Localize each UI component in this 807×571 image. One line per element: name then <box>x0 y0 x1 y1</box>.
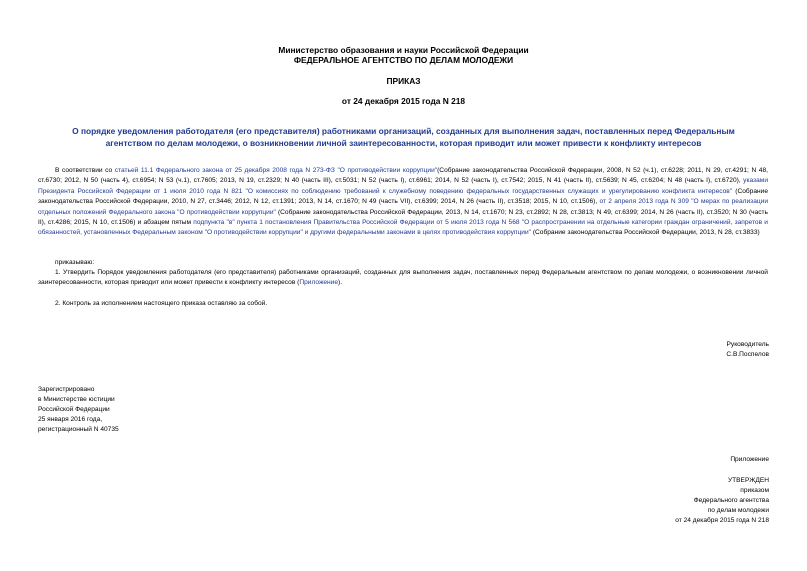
preamble-text-1: В соответствии со <box>55 167 115 174</box>
preamble-text-3: (Собрание законодательства Российской Федерации, 2010, N 27, ст.3446; 2012, N 12, ст.1391; 2013, N 14, ст.1670; N 49 (часть VII), ст.6399; 2014, N 26 (часть II), ст.3518; 2015, N 10, ст.1506), <box>38 187 769 206</box>
link-decree-309[interactable]: от 2 апреля 2013 года N 309 "О мерах по реализации отдельных положений Федерального закона "О противодействии коррупции" <box>38 198 769 216</box>
appendix-line-1: приказом <box>740 487 769 494</box>
appendix-line-4: от 24 декабря 2015 года N 218 <box>675 517 769 524</box>
preamble-text-2: (Собрание законодательства Российской Федерации, 2008, N 52 (ч.1), ст.6228; 2011, N 29, ст.4291; N 48, ст.6730; 2012, N 50 (часть 4), ст.6954; N 53 (ч.1), ст.7605; 2013, N 19, ст.2329; N 40 (часть III), ст.5031; N 52 (часть I), ст.6961; 2014, N 52 (часть I), ст.7542; 2015, N 41 (часть II), ст.5639; N 45, ст.6204; N 48 (часть I), ст.6720), <box>38 167 768 185</box>
ministry-name: Министерство образования и науки Российской Федерации <box>278 45 529 55</box>
doc-type: ПРИКАЗ <box>386 76 421 86</box>
order-word: приказываю: <box>55 259 95 266</box>
registration-line-5: регистрационный N 40735 <box>38 426 119 433</box>
signature-name: С.В.Поспелов <box>726 351 769 358</box>
preamble-text-4: (Собрание законодательства Российской Федерации, 2013, N 14, ст.1670; N 23, ст.2892; N 28, ст.3813; N 49, ст.6399; 2014, N 26 (часть II), ст.3520; N 30 (часть II), ст.4286; 2015, N 10, ст.1506) и абзацем пятым <box>38 208 768 227</box>
item-1-end: ). <box>338 279 343 287</box>
order-item-1 <box>38 268 768 289</box>
agency-name: ФЕДЕРАЛЬНОЕ АГЕНТСТВО ПО ДЕЛАМ МОЛОДЕЖИ <box>293 55 514 65</box>
appendix-line-3: по делам молодежи <box>707 507 769 514</box>
order-item-2: 2. Контроль за исполнением настоящего приказа оставляю за собой. <box>55 300 268 307</box>
appendix-line-2: Федерального агентства <box>693 497 769 504</box>
registration-line-4: 25 января 2016 года, <box>38 416 103 423</box>
link-appendix[interactable]: Приложение <box>299 279 339 287</box>
appendix-approved: УТВЕРЖДЕН <box>727 477 769 484</box>
signature-position: Руководитель <box>726 341 769 348</box>
registration-line-3: Российской Федерации <box>38 406 110 413</box>
registration-line-1: Зарегистрировано <box>38 386 95 393</box>
doc-date: от 24 декабря 2015 года N 218 <box>341 96 466 106</box>
link-resolution-568[interactable]: подпункта "в" пункта 1 постановления Правительства Российской Федерации от 5 июля 2013 года N 568 "О распространении на отдельные категории граждан ограничений, запретов и обязанностей, установленных Федеральным законом "О противодействии коррупции" и другими федеральными законами в целях противодействия коррупции" <box>38 219 768 237</box>
preamble-paragraph <box>38 166 768 239</box>
registration-line-2: в Министерстве юстиции <box>38 396 115 403</box>
link-law-273[interactable]: статьей 11.1 Федерального закона от 25 декабря 2008 года N 273-ФЗ "О противодействии коррупции" <box>114 167 438 174</box>
appendix-label: Приложение <box>730 456 769 463</box>
document-title: О порядке уведомления работодателя (его представителя) работниками организаций, созданных для выполнения задач, поставленных перед Федеральным агентством по делам молодежи, о возникновении личной заинтересованности, которая приводит или может привести к конфликту интересов <box>72 126 735 148</box>
preamble-text-5: (Собрание законодательства Российской Федерации, 2013, N 28, ст.3833) <box>530 229 760 237</box>
link-decree-821[interactable]: указами Президента Российской Федерации от 1 июля 2010 года N 821 "О комиссиях по соблюдению требований к служебному поведению федеральных государственных служащих и урегулированию конфликта интересов" <box>38 177 768 195</box>
item-1-text: 1. Утвердить Порядок уведомления работодателя (его представителя) работниками организаций, созданных для выполнения задач, поставленных перед Федеральным агентством по делам молодежи, о возникновении личной заинтересованности, которая приводит или может привести к конфликту интересов ( <box>38 269 768 287</box>
